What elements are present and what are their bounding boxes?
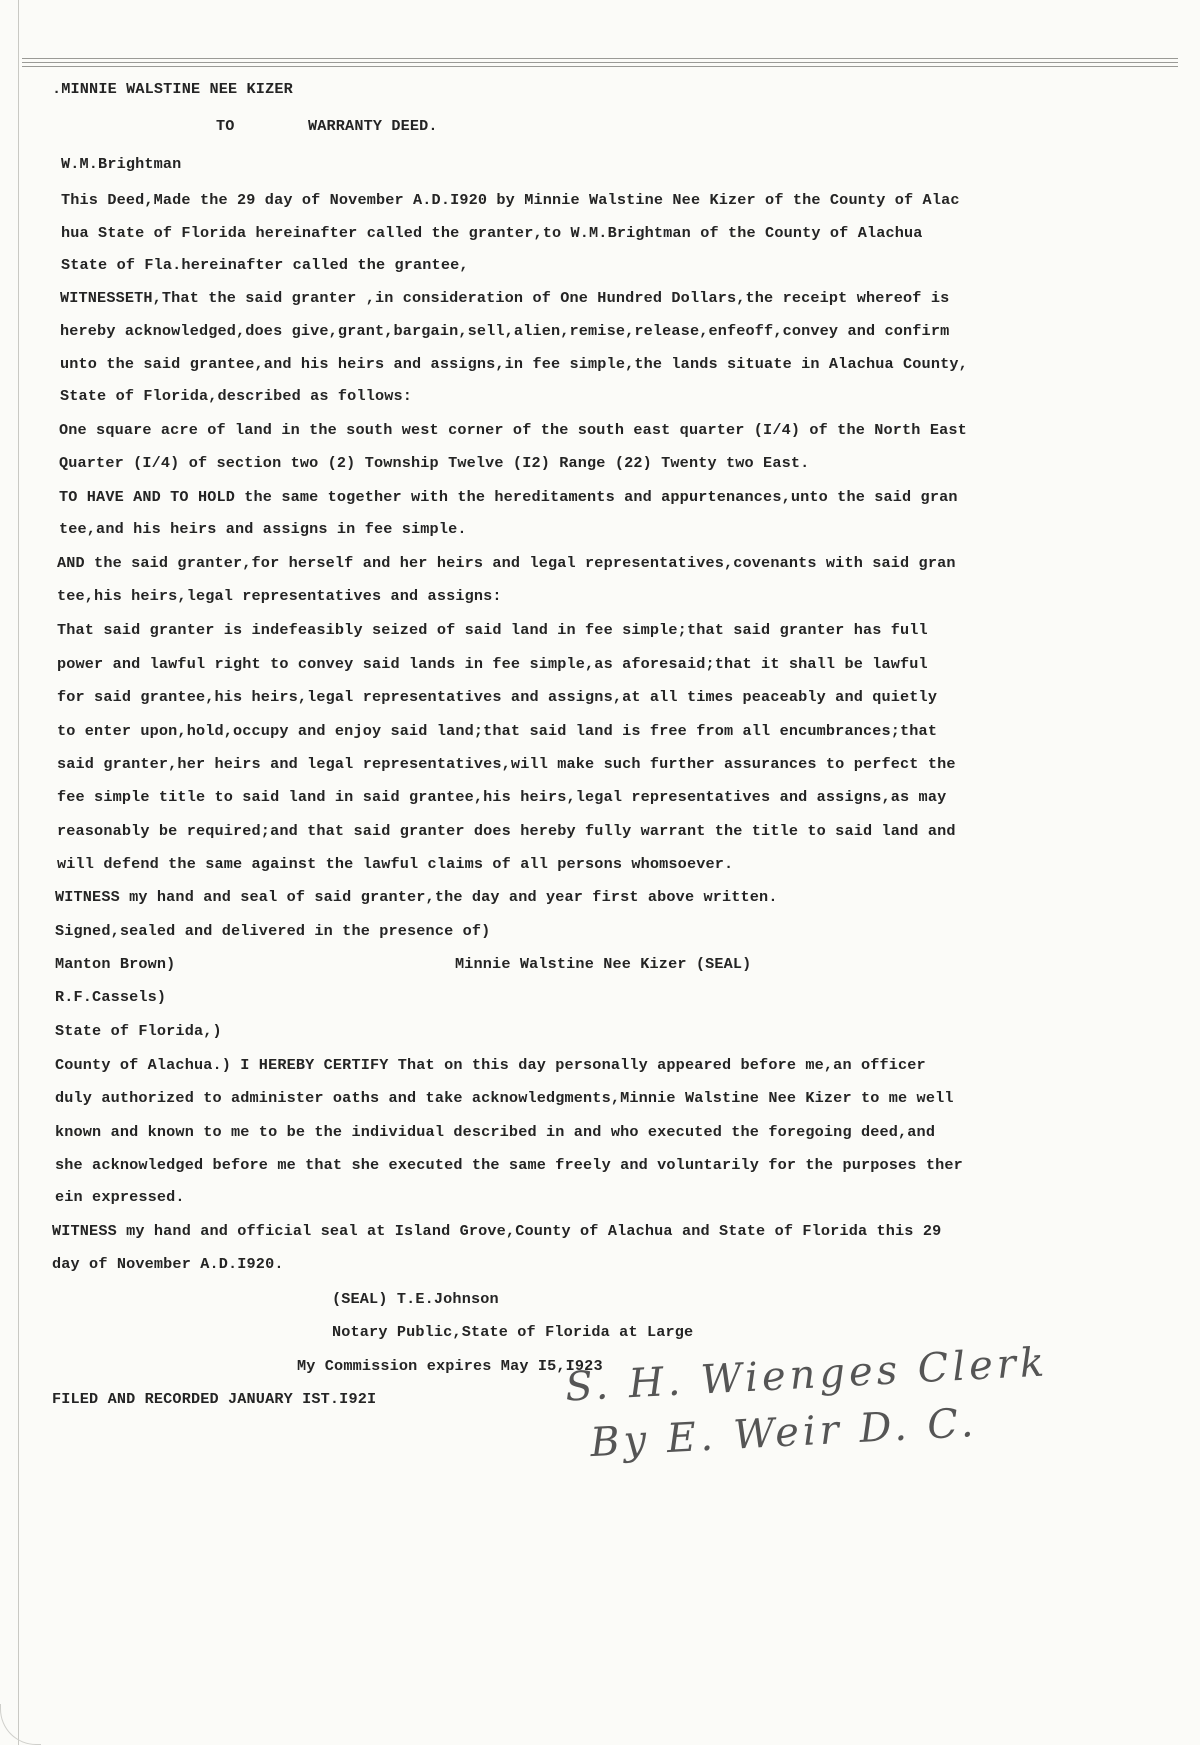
witness-2: R.F.Cassels) bbox=[55, 988, 167, 1006]
grantee-title: W.M.Brightman bbox=[61, 155, 182, 173]
covenant-line: to enter upon,hold,occupy and enjoy said land;that said land is free from all encumbrances;that bbox=[57, 722, 938, 740]
covenant-line: power and lawful right to convey said lands in fee simple,as aforesaid;that it shall be lawful bbox=[57, 655, 928, 673]
covenant-line: said granter,her heirs and legal representatives,will make such further assurances to perfect the bbox=[57, 755, 956, 773]
deed-text-line: State of Fla.hereinafter called the grantee, bbox=[61, 256, 469, 274]
header-rule bbox=[22, 58, 1178, 59]
deed-text-line: tee,and his heirs and assigns in fee simple. bbox=[59, 520, 467, 538]
header-rule bbox=[22, 62, 1178, 63]
acknowledgment-line: WITNESS my hand and official seal at Island Grove,County of Alachua and State of Florida this 29 bbox=[52, 1222, 942, 1240]
deed-text-line: State of Florida,described as follows: bbox=[60, 387, 413, 405]
witness-line: WITNESS my hand and seal of said granter,the day and year first above written. bbox=[55, 888, 778, 906]
deed-text-line: TO HAVE AND TO HOLD the same together with the hereditaments and appurtenances,unto the said gran bbox=[59, 488, 958, 506]
covenant-line: That said granter is indefeasibly seized of said land in fee simple;that said granter has full bbox=[57, 621, 928, 639]
notary-title: Notary Public,State of Florida at Large bbox=[332, 1323, 694, 1341]
deed-text-line: AND the said granter,for herself and her heirs and legal representatives,covenants with said gran bbox=[57, 554, 956, 572]
page-left-edge bbox=[18, 0, 19, 1745]
filed-recorded: FILED AND RECORDED JANUARY IST.I92I bbox=[52, 1390, 377, 1408]
covenant-line: reasonably be required;and that said granter does hereby fully warrant the title to said land and bbox=[57, 822, 956, 840]
deed-text-line: This Deed,Made the 29 day of November A.D.I920 by Minnie Walstine Nee Kizer of the County of Alac bbox=[61, 191, 960, 209]
covenant-line: for said grantee,his heirs,legal representatives and assigns,at all times peaceably and quietly bbox=[57, 688, 938, 706]
grantor-signature: Minnie Walstine Nee Kizer (SEAL) bbox=[455, 955, 752, 973]
to-label: TO bbox=[216, 117, 235, 135]
deed-text-line: tee,his heirs,legal representatives and assigns: bbox=[57, 587, 502, 605]
land-description-line: Quarter (I/4) of section two (2) Township Twelve (I2) Range (22) Twenty two East. bbox=[59, 454, 810, 472]
page-corner bbox=[0, 1704, 41, 1745]
acknowledgment-line: known and known to me to be the individual described in and who executed the foregoing deed,and bbox=[55, 1123, 936, 1141]
acknowledgment-line: County of Alachua.) I HEREBY CERTIFY That on this day personally appeared before me,an officer bbox=[55, 1056, 926, 1074]
acknowledgment-line: duly authorized to administer oaths and take acknowledgments,Minnie Walstine Nee Kizer to me well bbox=[55, 1089, 954, 1107]
deed-text-line: hereby acknowledged,does give,grant,bargain,sell,alien,remise,release,enfeoff,convey and confirm bbox=[60, 322, 950, 340]
deed-text-line: WITNESSETH,That the said granter ,in consideration of One Hundred Dollars,the receipt whereof is bbox=[60, 289, 950, 307]
land-description-line: One square acre of land in the south west corner of the south east quarter (I/4) of the North East bbox=[59, 421, 967, 439]
clerk-signature: S. H. Wienges Clerk bbox=[564, 1339, 1050, 1411]
notary-seal: (SEAL) T.E.Johnson bbox=[332, 1290, 499, 1308]
commission-expiry: My Commission expires May I5,I923 bbox=[297, 1357, 603, 1375]
document-type: WARRANTY DEED. bbox=[308, 117, 438, 135]
covenant-line: fee simple title to said land in said grantee,his heirs,legal representatives and assigns,as may bbox=[57, 788, 947, 806]
deputy-clerk-signature: By E. Weir D. C. bbox=[589, 1399, 979, 1467]
witness-1: Manton Brown) bbox=[55, 955, 176, 973]
acknowledgment-line: day of November A.D.I920. bbox=[52, 1255, 284, 1273]
grantor-title: .MINNIE WALSTINE NEE KIZER bbox=[52, 80, 293, 98]
covenant-line: will defend the same against the lawful claims of all persons whomsoever. bbox=[57, 855, 734, 873]
deed-text-line: hua State of Florida hereinafter called the granter,to W.M.Brightman of the County of Alachua bbox=[61, 224, 923, 242]
acknowledgment-line: she acknowledged before me that she executed the same freely and voluntarily for the purposes ther bbox=[55, 1156, 963, 1174]
deed-text-line: unto the said grantee,and his heirs and assigns,in fee simple,the lands situate in Alachua County, bbox=[60, 355, 968, 373]
acknowledgment-line: State of Florida,) bbox=[55, 1022, 222, 1040]
presence-line: Signed,sealed and delivered in the presence of) bbox=[55, 922, 491, 940]
acknowledgment-line: ein expressed. bbox=[55, 1188, 185, 1206]
header-rule bbox=[22, 66, 1178, 67]
